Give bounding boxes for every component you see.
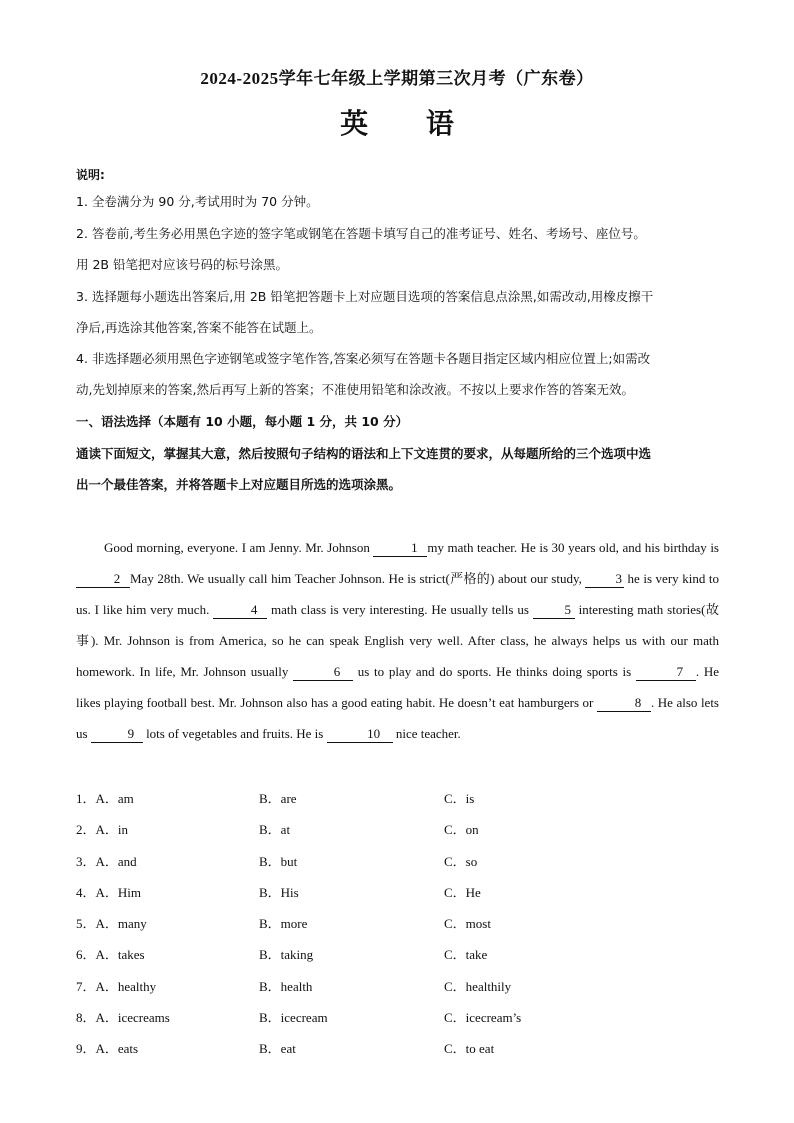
passage-text: math class is very interesting. He usually tells us [267,602,533,617]
answer-blank: 9 [91,726,143,743]
option-a: 9．A．eats [76,1041,139,1057]
option-b: B．taking [259,947,314,963]
option-a: 5．A．many [76,916,147,932]
question-row [76,874,736,905]
passage-text: May 28th. We usually call him Teacher Johnson. He is strict(严格的) about our study, [130,571,586,586]
option-a: 7．A．healthy [76,978,157,994]
option-b: B．icecream [259,1010,328,1026]
subject-title: 英 语 [340,107,478,140]
section-heading: 一、语法选择（本题有 10 小题，每小题 1 分，共 10 分） [76,414,409,429]
option-c: C．He [444,884,481,900]
passage-paragraph [76,532,719,749]
option-c: C．icecream’s [444,1010,522,1026]
option-c: C．is [444,791,475,806]
option-b: B．health [259,978,313,994]
passage-text: Good morning, everyone. I am Jenny. Mr. Johnson [104,540,374,555]
note-line: 4. 非选择题必须用黑色字迹钢笔或签字笔作答,答案必须写在答题卡各题目指定区域内相应位置上;如需改 [76,351,651,366]
section-instruction: 通读下面短文，掌握其大意，然后按照句子结构的语法和上下文连贯的要求，从每题所给的三个选项中选 [76,446,652,461]
option-a: 3．A．and [76,853,137,869]
question-row [76,811,736,842]
passage-text: he is very kind to us. I like him very much. [76,571,720,617]
passage-text: . He also lets us [76,695,719,741]
answer-blank: 4 [213,602,267,619]
note-line: 3. 选择题每小题选出答案后,用 2B 铅笔把答题卡上对应题目选项的答案信息点涂黑,如需改动,用橡皮擦干 [76,289,654,304]
section-instruction: 出一个最佳答案，并将答题卡上对应题目所选的选项涂黑。 [76,477,402,492]
option-c: C．to eat [444,1041,495,1057]
answer-blank: 5 [533,602,575,619]
notes-heading: 说明: [76,168,105,182]
option-a: 6．A．takes [76,947,145,963]
passage-text: us to play and do sports. He thinks doing sports is [353,664,636,679]
option-c: C．take [444,947,488,963]
option-a: 4．A．Him [76,884,142,900]
question-options-list [76,780,736,1062]
question-row [76,1030,736,1061]
passage-text: my math teacher. He is 30 years old, and his birthday is [427,540,719,555]
option-b: B．eat [259,1041,296,1057]
answer-blank: 2 [76,571,130,588]
option-b: B．but [259,853,298,869]
option-c: C．so [444,853,478,869]
note-line: 1. 全卷满分为 90 分,考试用时为 70 分钟。 [76,194,319,209]
option-b: B．at [259,822,291,838]
question-row [76,936,736,967]
answer-blank: 7 [636,664,696,681]
answer-blank: 3 [585,571,624,588]
exam-title: 2024-2025学年七年级上学期第三次月考（广东卷） [200,69,594,88]
option-b: B．His [259,884,299,900]
note-line: 用 2B 铅笔把对应该号码的标号涂黑。 [76,257,288,272]
question-row [76,905,736,936]
option-a: 1．A．am [76,791,134,806]
question-row [76,968,736,999]
passage-text: interesting math stories(故事). Mr. Johnson is from America, so he can speak English very well. After class, he always helps us with our math homework. In life, Mr. Johnson usually [76,602,720,679]
passage-text: lots of vegetables and fruits. He is [142,726,327,741]
option-c: C．healthily [444,978,512,994]
answer-blank: 10 [327,726,393,743]
answer-blank: 8 [597,695,651,712]
answer-blank: 1 [373,540,427,557]
question-row [76,780,736,811]
question-row [76,843,736,874]
answer-blank: 6 [293,664,353,681]
passage-text: nice teacher. [392,726,461,741]
note-line: 净后,再选涂其他答案,答案不能答在试题上。 [76,320,322,335]
option-c: C．most [444,916,491,932]
reading-passage [76,532,719,749]
option-a: 8．A．icecreams [76,1010,170,1026]
option-b: B．more [259,916,308,932]
option-b: B．are [259,791,297,806]
note-line: 2. 答卷前,考生务必用黑色字迹的签字笔或钢笔在答题卡填写自己的准考证号、姓名、考场号、座位号。 [76,226,646,241]
passage-text: . He likes playing football best. Mr. Johnson also has a good eating habit. He doesn’t eat hamburgers or [76,664,719,710]
option-c: C．on [444,822,479,838]
question-row [76,999,736,1030]
option-a: 2．A．in [76,822,129,838]
note-line: 动,先划掉原来的答案,然后再写上新的答案；不准使用铅笔和涂改液。不按以上要求作答的答案无效。 [76,382,634,397]
